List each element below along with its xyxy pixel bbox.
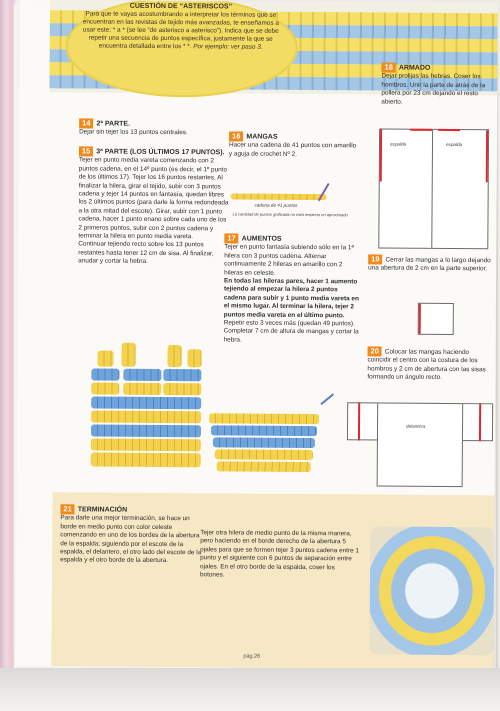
step-text: Colocar las mangas haciendo coincidir el centro con la costura de los hombros y 2 cm de abertura con las sisas formando un ángulo recto. (367, 348, 486, 382)
stitch-row-yellow (91, 383, 119, 395)
step-19 (368, 254, 492, 274)
step-21 (60, 504, 206, 566)
asterisk-note (78, 2, 284, 51)
finished-border-photo (369, 526, 494, 655)
seam-mark (419, 304, 421, 334)
seam-mark (358, 402, 360, 440)
step-text-continued: Tejer otra hilera de medio punto de la misma manera, pero haciendo en el borde derecho de la abertura 5 ojales para que se formen tejer 3 puntos cadena entre 1 punto y el siguiente con 6 puntos de separación entre ojales. En el otro borde de la espalda, coser los botones. (199, 529, 360, 579)
step-number: 16 (229, 131, 243, 142)
stitch-row-blue (123, 369, 161, 381)
step-number: 17 (224, 233, 238, 244)
table-surface (0, 668, 500, 711)
magazine-page (15, 0, 498, 669)
step-16 (229, 131, 359, 159)
stitch-row-blue (211, 425, 317, 436)
chain-caption: cadena de 41 puntos (254, 202, 298, 208)
stitch-row-yellow (215, 449, 313, 460)
step-21-continued (200, 529, 360, 581)
asterisk-note-example: Por ejemplo: ver paso 3. (193, 43, 263, 51)
step-text: Para darle una mejor terminación, se hace un borde en medio punto con color celeste comenzando en uno de los bordes de la abertura de la espalda; siguiendo por el escote de la espalda, el delantero, el otro lado del escote de la espalda y el otro borde de la abertura. (60, 514, 202, 565)
step-number: 21 (60, 504, 74, 515)
stitch-row-yellow (209, 413, 319, 424)
stitch-row-blue (91, 397, 201, 410)
stitch-column-yellow (121, 343, 135, 367)
step-text: Hacer una cadena de 41 puntos con amarillo y aguja de crochet Nº 2. (228, 141, 357, 158)
stitch-row-blue (163, 369, 201, 381)
sketch-center-line (431, 130, 433, 248)
stitch-row-yellow (123, 383, 161, 395)
step-text: Cerrar las mangas a lo largo dejando una abertura de 2 cm en la parte superior. (368, 256, 491, 273)
step-text-continued: Continuar tejiendo recto sobre los 13 puntos restantes hasta tener 12 cm de sisa. Al finalizar, anudar y cortar la hebra. (78, 240, 214, 266)
stitch-row-blue (91, 425, 201, 438)
step-20 (367, 346, 493, 383)
step-title: 2ª PARTE. (96, 120, 131, 128)
asterisk-note-title: CUESTIÓN DE “ASTERISCOS” (129, 2, 233, 11)
chain-stitches (231, 193, 327, 200)
seam-mark (486, 130, 488, 182)
step-text: Dejar prolijas las hebras. Coser los hombros. Unir la parte de atrás de la pollera por 23 cm dejando el resto abierto. (381, 72, 486, 106)
stitch-column-yellow (187, 349, 201, 367)
step-title: MANGAS (246, 133, 278, 141)
stitch-row-blue (213, 437, 315, 448)
stitch-row-yellow (91, 453, 201, 468)
seam-mark (479, 403, 481, 441)
label-delantera: delantera (406, 423, 426, 429)
step-text: Tejer en punto media vareta comenzando con 2 puntos cadena, en el 14º punto (es decir, el 1º punto de los últimos 17). Tejer los 16 puntos restantes. Al finalizar la hilera, girar el tejido, subir con 3 puntos cadena y tejer 14 puntos en fantasía, quedan libres los 2 últimos puntos (para darle la forma redondeada a la otra mitad del escote). Girar, subir con 1 punto cadena, hacer 1 punto enano sobre cada uno de los 2 primeros puntos, subir con 2 puntos cadena y terminar la hilera en punto media vareta. (78, 156, 229, 241)
stitch-row-yellow (91, 411, 201, 424)
label-espalda-left: espalda (389, 141, 407, 147)
page-number: pág.26 (243, 653, 261, 660)
step-number: 14 (79, 118, 93, 129)
stitch-column-yellow (97, 351, 113, 367)
sleeve-sketch (418, 303, 454, 335)
asterisk-note-text: Para que te vayas acostumbrando a interpretar los términos que se encuentran en las revistas de tejido más avanzadas, te enseñamos a usar este: * a * (se lee “de asterisco a asterisco”). Indica que se debe repetir una secuencia de puntos específica, justamente la que se encuentra detallada entre los * *. (82, 10, 279, 51)
seam-mark (380, 130, 382, 182)
step-14 (79, 118, 229, 138)
step-17 (224, 233, 361, 345)
stitch-row-blue (91, 369, 119, 381)
yarn-end (320, 393, 334, 405)
stitch-row-yellow (91, 439, 201, 452)
stitch-row-yellow (217, 461, 311, 472)
chain-note: La cantidad de puntos graficada no está respecto en aproximado (232, 211, 348, 218)
step-15 (78, 146, 229, 267)
step-text-continued: Repetir esto 3 veces más (quedan 49 puntos). Completar 7 cm de altura de mangas y cortar la hebra. (223, 319, 359, 344)
step-number: 20 (368, 346, 382, 357)
seam-mark (438, 129, 460, 131)
back-panel-sketch (378, 129, 489, 250)
step-number: 18 (381, 63, 395, 74)
step-text: Dejar sin tejer los 13 puntos centrales. (79, 128, 188, 137)
stitch-column-yellow (167, 345, 181, 367)
step-18 (381, 63, 495, 108)
step-number: 19 (368, 254, 382, 265)
step-number: 15 (79, 146, 93, 157)
stitch-row-yellow (163, 383, 201, 395)
step-title: TERMINACIÓN (77, 506, 128, 514)
bodice-sketch (377, 403, 464, 488)
step-title: 3ª PARTE (LOS ÚLTIMOS 17 PUNTOS). (96, 148, 225, 157)
step-text: Tejer en punto fantasía subiendo sólo en la 1ª hilera con 3 puntos cadena. Alternar continuamente 2 hileras en amarillo con 2 hileras en celeste. (224, 243, 354, 277)
step-title: ARMADO (398, 64, 431, 72)
seam-mark (410, 129, 432, 131)
step-text-bold: En todas las hileras pares, hacer 1 aumento tejiendo al empezar la hilera 2 puntos cadena para subir y 1 punto media vareta en el mismo lugar. Al terminar la hilera, tejer 2 puntos media vareta en el último punto. (223, 277, 359, 319)
step-title: AUMENTOS (241, 235, 282, 243)
label-espalda-right: espalda (445, 141, 463, 148)
